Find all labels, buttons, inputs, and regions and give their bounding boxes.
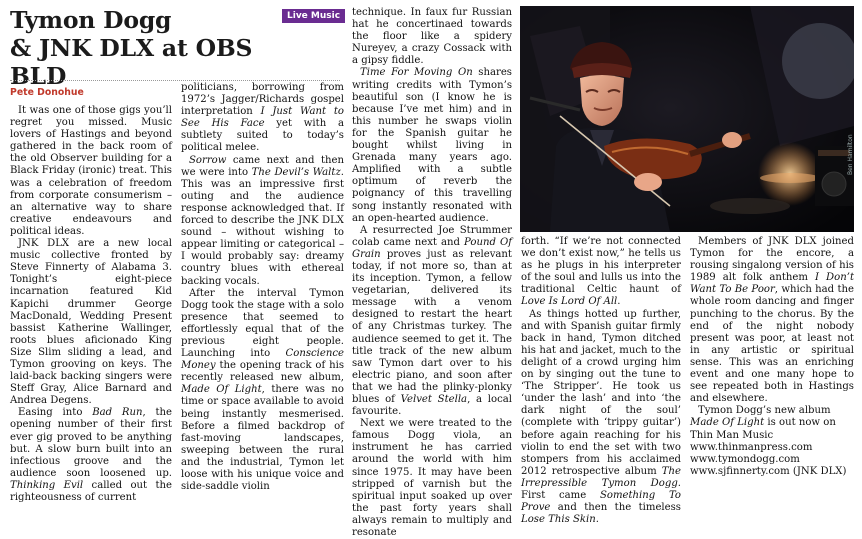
headline <box>10 6 280 90</box>
text-run: Easing into <box>18 407 93 419</box>
text-run: the opening track of his recently released new album, <box>181 360 344 384</box>
performer-photo <box>520 6 854 232</box>
italic-title: Made Of Light <box>690 417 765 429</box>
paragraph <box>181 82 344 155</box>
italic-title: Sorrow <box>189 154 227 166</box>
paragraph <box>10 407 172 504</box>
text-run: , which had the whole room dancing and finger punching to the chorus. By the end of the night nobody present was poor, at least not in any artistic or spiritual sense. This was an enriching event and one many hope to see repeated both in Hastings and elsewhere. <box>690 284 854 405</box>
italic-title: Conscience Money <box>181 348 344 372</box>
article-column-4 <box>521 236 681 526</box>
text-run: is out now on Thin Man Music <box>690 417 836 441</box>
text-run: came next and then we were into <box>181 154 344 178</box>
paragraph <box>10 238 172 407</box>
text-run: yet with a subtlety suited to today’s political melee. <box>181 118 344 154</box>
paragraph <box>352 418 512 539</box>
article-column-3 <box>352 7 512 539</box>
text-run: shares writing credits with Tymon’s beautiful son (I know he is because I’ve met him) and in this number he swaps violin for the Spanish guitar he bought whilst living in Grenada many years ago. Amplified with a subtle optimum of reverb the poignancy of this travelling song instantly resonated with an open-hearted audience. <box>352 67 512 224</box>
paragraph <box>10 105 172 238</box>
italic-title: Lose This Skin <box>521 514 596 526</box>
section-badge[interactable]: Live Music <box>282 9 345 23</box>
paragraph <box>521 236 681 309</box>
italic-title: Bad Run <box>92 407 143 419</box>
text-run: . <box>617 296 621 308</box>
text-run: Tymon Dogg’s new album <box>698 405 831 417</box>
paragraph <box>181 288 344 494</box>
italic-title: Something To Prove <box>521 489 681 514</box>
text-run: technique. In faux fur Russian hat he concertinaed towards the floor like a spidery Nureyev, a crazy Cossack with a gipsy fiddle. <box>352 7 512 67</box>
text-run: , the opening number of their first ever gig proved to be anything but. A slow burn built into an infectious groove and the audience soon loosened up. <box>10 407 172 479</box>
paragraph <box>690 454 854 466</box>
paragraph <box>352 225 512 419</box>
text-run: As things hotted up further, and with Spanish guitar firmly back in hand, Tymon ditched his hat and jacket, much to the delight of a crowd urging him on by singing out the tune to ‘The Stripper’. He took us ‘under the lash’ and into ‘the dark night of the soul’ (complete with ‘trippy guitar’) before again reaching for his violin to end the set with two stompers from his acclaimed 2012 retrospective album <box>521 308 681 477</box>
paragraph <box>352 67 512 224</box>
text-run: JNK DLX are a new local music collective fronted by Steve Finnerty of Alabama 3. Tonight’s eight-piece incarnation featured Kid Kapichi drummer George MacDonald, Wedding Present bassist Katherine Wallinger, roots blues aficionado King Size Slim sliding a lead, and Tymon grooving on keys. The laid-back backing singers were Steff Gray, Alice Barnard and Andrea Degens. <box>10 238 172 407</box>
italic-title: Time For Moving On <box>360 67 473 79</box>
text-run: forth. “If we’re not connected we don’t exist now,” he tells us as he plugs in his interpreter of the soul and lulls us into the traditional Celtic haunt of <box>521 236 681 296</box>
photo-credit: Ben Hamilton <box>847 134 854 175</box>
italic-title: Thinking Evil <box>10 479 84 491</box>
article-column-1 <box>10 105 172 504</box>
title-divider <box>10 80 340 81</box>
text-run: and then the timeless <box>550 502 681 514</box>
text-run: , there was no time or space available to avoid being instantly mesmerised. Before a filmed backdrop of fast-moving landscapes, sweeping between the rural and the industrial, Tymon let loose with his unique voice and side-saddle violin <box>181 384 344 493</box>
headline-line-2: & JNK DLX at OBS BLD <box>10 34 253 90</box>
italic-title: Made Of Light <box>181 384 262 396</box>
text-run: It was one of those gigs you’ll regret you missed. Music lovers of Hastings and beyond gathered in the back room of the old Observer building for a Black Friday (ironic) treat. This was a celebration of freedom from corporate consumerism – an alternative way to share creative endeavours and political ideas. <box>10 105 172 237</box>
paragraph <box>690 405 854 441</box>
text-run: www.thinmanpress.com <box>690 441 813 453</box>
performer-photo-illustration <box>520 6 854 232</box>
article-column-2 <box>181 82 344 493</box>
italic-title: The Irrepressible Tymon Dogg <box>521 465 681 489</box>
italic-title: The Devil’s Waltz <box>251 166 341 178</box>
text-run: A resurrected Joe Strummer colab came next and <box>352 224 512 248</box>
italic-title: I Just Want to See His Face <box>181 106 344 130</box>
text-run: After the interval Tymon Dogg took the stage with a solo presence that seemed to effortlessly equal that of the previous eight people. Launching into <box>181 287 344 360</box>
text-run: , a local favourite. <box>352 394 512 418</box>
text-run: proves just as relevant today, if not more so, than at its inception. Tymon, a fellow vegetarian, delivered its message with a venom designed to restart the heart of any Christmas turkey. The audience seemed to get it. The title track of the new album saw Tymon dart over to his electric piano, and soon after that we had the plinky-plonky blues of <box>352 248 512 405</box>
text-run: called out the righteousness of current <box>10 479 172 503</box>
text-run: Next we were treated to the famous Dogg viola, an instrument he has carried around the world with him since 1975. It may have been stripped of varnish but the spiritual input soaked up over the past forty years shall always remain to multiply and resonate <box>352 418 512 539</box>
text-run: . <box>595 514 599 526</box>
paragraph <box>690 442 854 454</box>
article-column-5 <box>690 236 854 478</box>
paragraph <box>352 7 512 67</box>
headline-line-1: Tymon Dogg <box>10 6 172 34</box>
paragraph <box>181 155 344 288</box>
paragraph <box>690 466 854 478</box>
text-run: Members of JNK DLX joined Tymon for the encore, a rousing singalong version of his 1989 alt folk anthem <box>690 236 854 284</box>
text-run: www.sjfinnerty.com (JNK DLX) <box>690 465 847 477</box>
paragraph <box>690 236 854 405</box>
text-run: . This was an impressive first outing and the audience response acknowledged that. If forced to describe the JNK DLX sound – without wishing to appear limiting or categorical – I would probably say: dreamy country blues with ethereal backing vocals. <box>181 166 345 287</box>
text-run: politicians, borrowing from 1972’s Jagger/Richards gospel interpretation <box>181 82 344 118</box>
italic-title: Pound Of Grain <box>352 236 512 260</box>
text-run: www.tymondogg.com <box>690 453 800 465</box>
italic-title: I Don’t Want To Be Poor <box>690 272 854 296</box>
italic-title: Velvet Stella <box>400 394 468 405</box>
italic-title: Love Is Lord Of All <box>521 296 618 308</box>
text-run: . First came <box>521 477 681 501</box>
byline: Pete Donohue <box>10 87 84 98</box>
paragraph <box>521 309 681 527</box>
